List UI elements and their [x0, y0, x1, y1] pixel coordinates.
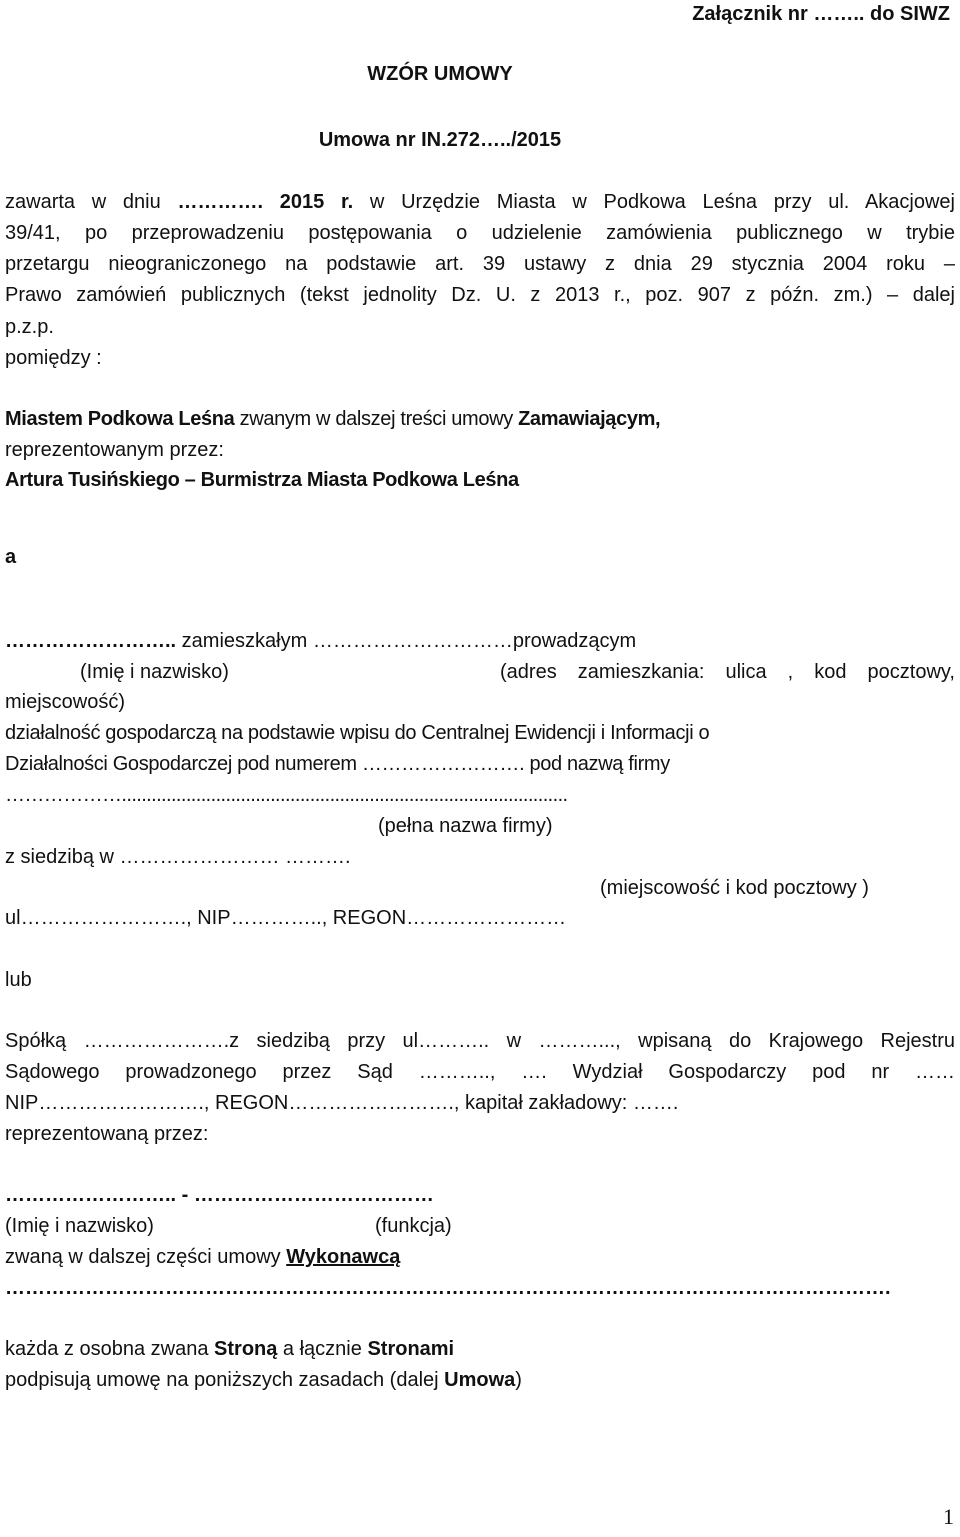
company-represented-by: reprezentowaną przez:	[5, 1123, 209, 1145]
label-place-code: (miejscowość i kod pocztowy )	[600, 877, 869, 899]
ordering-party: Miastem Podkowa Leśna zwanym w dalszej treści umowy Zamawiającym,	[5, 408, 661, 430]
contract-number: Umowa nr IN.272…../2015	[318, 129, 562, 151]
business-line-2: Działalności Gospodarczej pod numerem ……………………. pod nazwą firmy	[5, 753, 670, 775]
company-line-3: NIP……………………., REGON……………………., kapitał zakładowy: …….	[5, 1092, 679, 1114]
conjunction-a: a	[5, 546, 17, 568]
closing-each-party: każda z osobna zwana Stroną a łącznie Stronami	[5, 1338, 455, 1360]
company-line-1: Spółką ………………….z siedzibą przy ul……….. w ………..., wpisaną do Krajowego Rejestru	[5, 1030, 955, 1052]
ordering-representative: Artura Tusińskiego – Burmistrza Miasta Podkowa Leśna	[5, 469, 519, 491]
intro-line-5: p.z.p.	[5, 316, 54, 338]
label-name: (Imię i nazwisko)	[80, 661, 229, 683]
between-label: pomiędzy :	[5, 347, 102, 369]
page-number: 1	[943, 1504, 954, 1529]
intro-line-1: zawarta w dniu …………. 2015 r. w Urzędzie Miasta w Podkowa Leśna przy ul. Akacjowej	[5, 191, 955, 213]
contractor-person-line: …………………….. zamieszkałym …………………………prowadzącym	[5, 630, 637, 652]
contractor-called: zwaną w dalszej części umowy Wykonawcą	[5, 1246, 401, 1268]
company-line-2: Sądowego prowadzonego przez Sąd ……….., …. Wydział Gospodarczy pod nr ……	[5, 1061, 955, 1083]
label-firm-name: (pełna nazwa firmy)	[378, 815, 553, 837]
template-title: WZÓR UMOWY	[367, 63, 513, 85]
address-ids-line: ul……………………., NIP………….., REGON……………………	[5, 907, 567, 929]
label-place: miejscowość)	[5, 691, 126, 713]
firm-name-dots: ………………..........................................................................................	[5, 784, 568, 806]
intro-line-4: Prawo zamówień publicznych (tekst jednolity Dz. U. z 2013 r., poz. 907 z późn. zm.) – dalej	[5, 284, 955, 306]
intro-line-2: 39/41, po przeprowadzeniu postępowania o udzielenie zamówienia publicznego w trybie	[5, 222, 955, 244]
long-dots-line: …………………………………………………………………………………………………………………….	[5, 1277, 891, 1299]
company-label-name: (Imię i nazwisko)	[5, 1215, 154, 1237]
company-rep-dots: …………………….. - ………………………………	[5, 1184, 434, 1206]
company-label-function: (funkcja)	[375, 1215, 452, 1237]
business-line-1: działalność gospodarczą na podstawie wpisu do Centralnej Ewidencji i Informacji o	[5, 722, 710, 744]
contract-date: …………. 2015 r.	[177, 191, 354, 213]
represented-by: reprezentowanym przez:	[5, 439, 224, 461]
label-address: (adres zamieszkania: ulica , kod pocztowy,	[500, 661, 955, 683]
seat-line: z siedzibą w …………………… ……….	[5, 846, 351, 868]
intro-line-3: przetargu nieograniczonego na podstawie art. 39 ustawy z dnia 29 stycznia 2004 roku –	[5, 253, 955, 275]
conjunction-or: lub	[5, 969, 32, 991]
closing-sign: podpisują umowę na poniższych zasadach (dalej Umowa)	[5, 1369, 522, 1391]
attachment-label: Załącznik nr …….. do SIWZ	[692, 3, 950, 25]
